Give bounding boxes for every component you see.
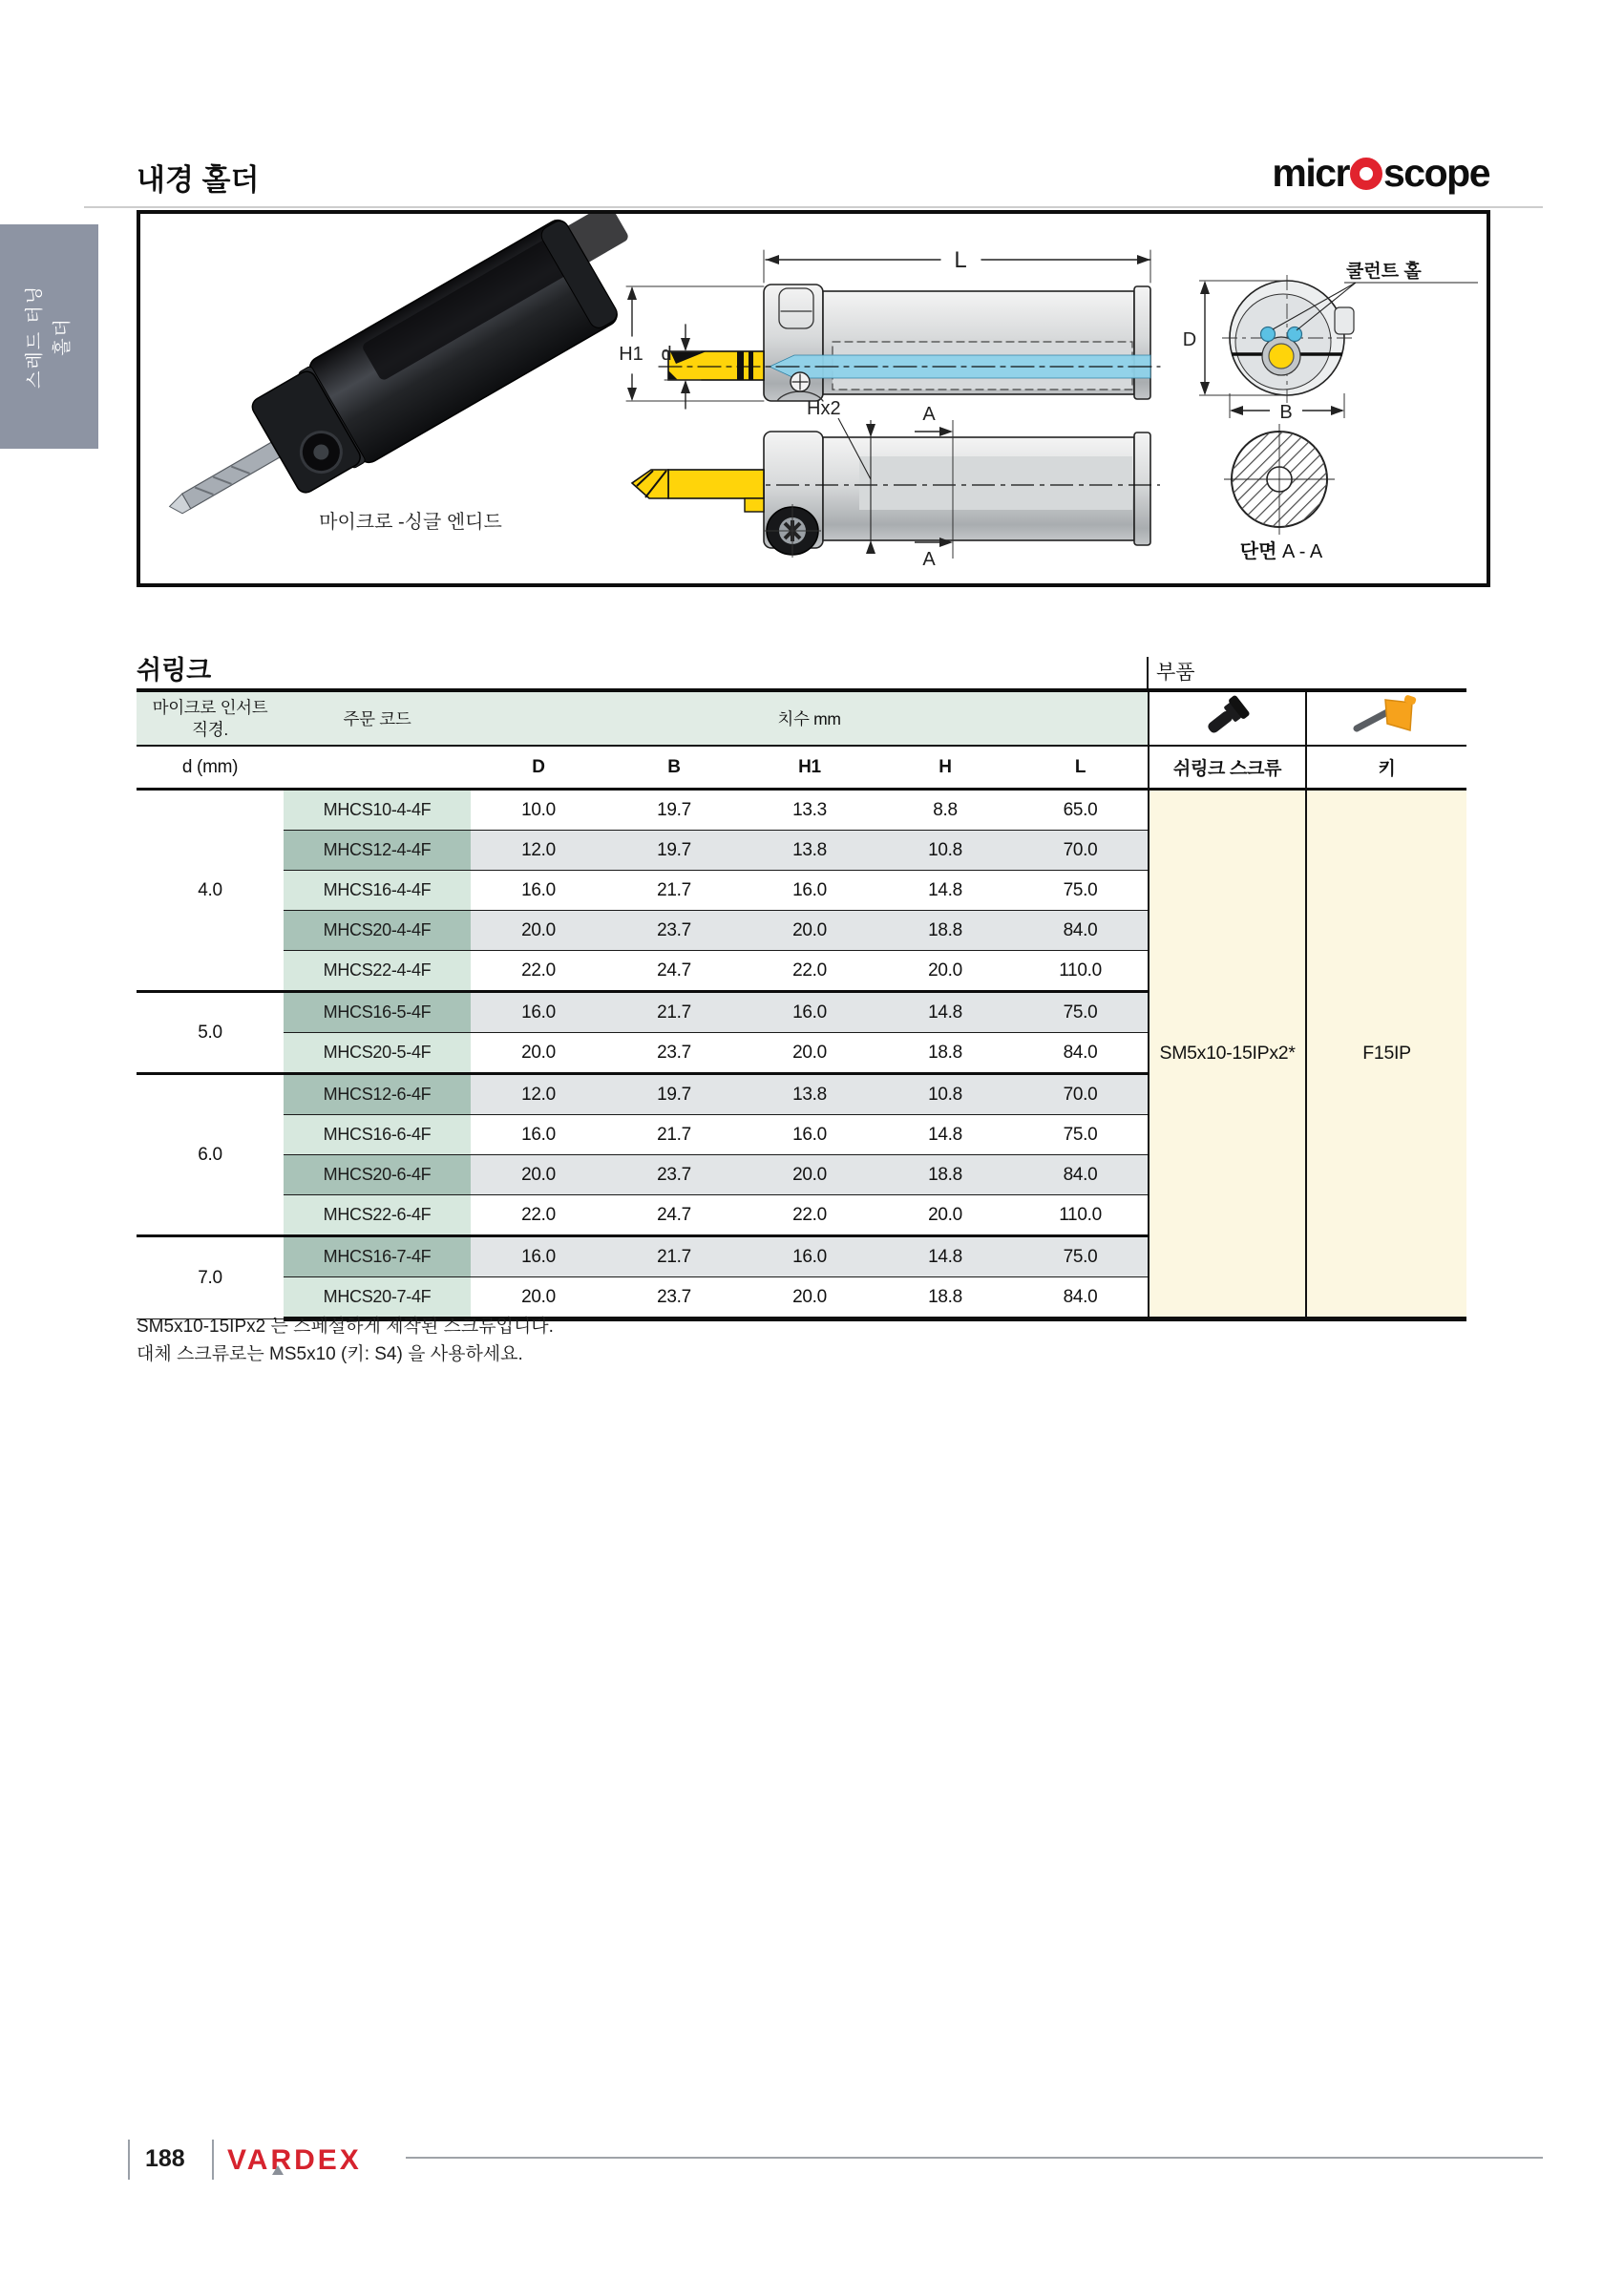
dim-L-cell: 70.0 bbox=[1013, 831, 1149, 871]
dim-label-d: d bbox=[661, 344, 672, 365]
dim-L-cell: 70.0 bbox=[1013, 1074, 1149, 1115]
dim-H1-cell: 16.0 bbox=[742, 871, 877, 911]
vardex-logo-triangle-icon bbox=[272, 2165, 284, 2175]
order-code-cell: MHCS22-6-4F bbox=[284, 1195, 471, 1236]
sidebar-tab-line1: 스레드 터닝 bbox=[25, 284, 46, 390]
dim-D-cell: 20.0 bbox=[471, 1155, 606, 1195]
dim-B-cell: 21.7 bbox=[606, 992, 742, 1033]
dim-B-cell: 23.7 bbox=[606, 911, 742, 951]
header-D: D bbox=[471, 746, 606, 790]
dim-H1-cell: 22.0 bbox=[742, 1195, 877, 1236]
footnote-1: SM5x10-15IPx2 는 스페셜하게 제작된 스크류입니다. bbox=[137, 1317, 554, 1337]
dim-H-cell: 18.8 bbox=[877, 1033, 1013, 1074]
header-dimensions: 치수 mm bbox=[471, 690, 1149, 746]
dim-H-cell: 18.8 bbox=[877, 1155, 1013, 1195]
dim-H1-cell: 16.0 bbox=[742, 1236, 877, 1277]
dim-D-cell: 12.0 bbox=[471, 831, 606, 871]
dim-L-cell: 75.0 bbox=[1013, 1236, 1149, 1277]
order-code-cell: MHCS20-7-4F bbox=[284, 1277, 471, 1319]
dim-H-cell: 14.8 bbox=[877, 992, 1013, 1033]
diagram-svg bbox=[140, 214, 1487, 583]
coolant-hole-right bbox=[1288, 327, 1302, 342]
dim-B-cell: 21.7 bbox=[606, 871, 742, 911]
dim-H-cell: 14.8 bbox=[877, 1236, 1013, 1277]
dim-B-cell: 23.7 bbox=[606, 1033, 742, 1074]
page-title: 내경 홀더 bbox=[137, 163, 260, 197]
dim-H1-cell: 13.8 bbox=[742, 831, 877, 871]
dim-B-cell: 19.7 bbox=[606, 1074, 742, 1115]
order-code-cell: MHCS20-6-4F bbox=[284, 1155, 471, 1195]
table-header-row-1 bbox=[137, 690, 1466, 746]
dim-L-cell: 65.0 bbox=[1013, 790, 1149, 831]
sidebar-tab-thread-turning[interactable] bbox=[0, 224, 98, 449]
end-view bbox=[1183, 260, 1478, 423]
sidebar-tab-line2: 홀더 bbox=[53, 317, 74, 356]
dim-L-cell: 110.0 bbox=[1013, 951, 1149, 992]
side-view-bottom bbox=[632, 398, 1160, 570]
dim-H1-cell: 20.0 bbox=[742, 1277, 877, 1319]
dim-label-D: D bbox=[1182, 329, 1197, 350]
shrink-table-body bbox=[137, 790, 1466, 1319]
dim-H1-cell: 16.0 bbox=[742, 992, 877, 1033]
order-code-cell: MHCS22-4-4F bbox=[284, 951, 471, 992]
order-code-cell: MHCS20-5-4F bbox=[284, 1033, 471, 1074]
header-B: B bbox=[606, 746, 742, 790]
dim-B-cell: 21.7 bbox=[606, 1115, 742, 1155]
section-caption bbox=[1240, 539, 1323, 562]
section-caption-prefix: 단면 bbox=[1239, 541, 1277, 562]
torx-key-icon bbox=[1351, 694, 1424, 738]
logo-o-icon bbox=[1350, 158, 1382, 190]
header-code-spacer bbox=[284, 746, 471, 790]
dim-B-cell: 21.7 bbox=[606, 1236, 742, 1277]
order-code-cell: MHCS16-7-4F bbox=[284, 1236, 471, 1277]
footnote-2: 대체 스크류로는 MS5x10 (키: S4) 을 사용하세요. bbox=[137, 1343, 523, 1364]
table-header-row-2 bbox=[137, 746, 1466, 790]
dim-H-cell: 20.0 bbox=[877, 951, 1013, 992]
header-insert-diameter bbox=[137, 690, 284, 746]
dim-D-cell: 16.0 bbox=[471, 871, 606, 911]
photo-caption: 마이크로 -싱글 엔디드 bbox=[319, 512, 502, 533]
diameter-cell: 6.0 bbox=[137, 1074, 284, 1236]
dim-D-cell: 16.0 bbox=[471, 992, 606, 1033]
table-titles bbox=[137, 657, 1466, 688]
dim-H-cell: 14.8 bbox=[877, 871, 1013, 911]
header-H: H bbox=[877, 746, 1013, 790]
dim-L-cell: 110.0 bbox=[1013, 1195, 1149, 1236]
dim-B-cell: 19.7 bbox=[606, 831, 742, 871]
dim-D-cell: 16.0 bbox=[471, 1236, 606, 1277]
dim-D-cell: 20.0 bbox=[471, 1277, 606, 1319]
dim-D-cell: 22.0 bbox=[471, 1195, 606, 1236]
dim-H1-cell: 22.0 bbox=[742, 951, 877, 992]
screw-icon-cell bbox=[1149, 690, 1306, 746]
dim-D-cell: 20.0 bbox=[471, 911, 606, 951]
dim-L-cell: 84.0 bbox=[1013, 911, 1149, 951]
screw-icon bbox=[1197, 694, 1258, 738]
header-divider bbox=[84, 206, 1543, 208]
sidebar-tab-label bbox=[21, 285, 77, 389]
dim-B-cell: 19.7 bbox=[606, 790, 742, 831]
order-code-cell: MHCS20-4-4F bbox=[284, 911, 471, 951]
diameter-cell: 7.0 bbox=[137, 1236, 284, 1319]
footnotes bbox=[137, 1314, 554, 1368]
section-label-A-top: A bbox=[922, 404, 936, 425]
coolant-hole-label: 쿨런트 홀 bbox=[1346, 262, 1422, 282]
section-label-A-bottom: A bbox=[922, 549, 936, 570]
dim-H-cell: 14.8 bbox=[877, 1115, 1013, 1155]
microscope-logo bbox=[1272, 151, 1489, 196]
dim-D-cell: 20.0 bbox=[471, 1033, 606, 1074]
dim-L-cell: 84.0 bbox=[1013, 1033, 1149, 1074]
order-code-cell: MHCS10-4-4F bbox=[284, 790, 471, 831]
table-title: 쉬링크 bbox=[137, 656, 212, 685]
shrink-table bbox=[137, 688, 1466, 1321]
section-caption-suffix: A - A bbox=[1281, 541, 1323, 562]
shrink-screw-value-cell: SM5x10-15IPx2* bbox=[1149, 790, 1306, 1319]
section-view bbox=[1224, 424, 1335, 562]
order-code-cell: MHCS12-6-4F bbox=[284, 1074, 471, 1115]
header-L: L bbox=[1013, 746, 1149, 790]
dim-L-cell: 75.0 bbox=[1013, 992, 1149, 1033]
dim-L-cell: 84.0 bbox=[1013, 1155, 1149, 1195]
dim-H1-cell: 13.3 bbox=[742, 790, 877, 831]
footer-rule bbox=[406, 2157, 1543, 2159]
product-table-section bbox=[137, 657, 1466, 1321]
dim-H-cell: 20.0 bbox=[877, 1195, 1013, 1236]
order-code-cell: MHCS16-5-4F bbox=[284, 992, 471, 1033]
order-code-cell: MHCS16-6-4F bbox=[284, 1115, 471, 1155]
vardex-logo: VARDEX bbox=[227, 2144, 362, 2176]
holder-photo bbox=[142, 214, 663, 561]
dim-H-cell: 10.8 bbox=[877, 831, 1013, 871]
dim-L-cell: 84.0 bbox=[1013, 1277, 1149, 1319]
dim-label-H1: H1 bbox=[619, 344, 643, 365]
order-code-cell: MHCS16-4-4F bbox=[284, 871, 471, 911]
dim-H-cell: 18.8 bbox=[877, 911, 1013, 951]
dim-B-cell: 24.7 bbox=[606, 1195, 742, 1236]
logo-text-pre: micr bbox=[1272, 151, 1349, 195]
dim-L-cell: 75.0 bbox=[1013, 1115, 1149, 1155]
footer-divider-1 bbox=[128, 2140, 130, 2180]
dim-H-cell: 10.8 bbox=[877, 1074, 1013, 1115]
technical-diagram bbox=[137, 210, 1490, 587]
dim-H1-cell: 20.0 bbox=[742, 911, 877, 951]
dim-label-Hx2: Hx2 bbox=[807, 398, 841, 419]
header-insert-line1: 마이크로 인서트 bbox=[152, 697, 268, 717]
dim-B-cell: 23.7 bbox=[606, 1277, 742, 1319]
dim-H-cell: 8.8 bbox=[877, 790, 1013, 831]
order-code-cell: MHCS12-4-4F bbox=[284, 831, 471, 871]
dim-D-cell: 12.0 bbox=[471, 1074, 606, 1115]
header-order-code: 주문 코드 bbox=[284, 690, 471, 746]
logo-text-post: scope bbox=[1383, 151, 1489, 195]
header-shrink-screw: 쉬링크 스크류 bbox=[1149, 746, 1306, 790]
dim-H1-cell: 13.8 bbox=[742, 1074, 877, 1115]
diameter-cell: 5.0 bbox=[137, 992, 284, 1074]
dim-H-cell: 18.8 bbox=[877, 1277, 1013, 1319]
page-number: 188 bbox=[145, 2145, 185, 2172]
header-key: 키 bbox=[1306, 746, 1466, 790]
dim-B-cell: 23.7 bbox=[606, 1155, 742, 1195]
dim-H1-cell: 20.0 bbox=[742, 1033, 877, 1074]
footer-divider-2 bbox=[212, 2140, 214, 2180]
key-icon-cell bbox=[1306, 690, 1466, 746]
dim-D-cell: 22.0 bbox=[471, 951, 606, 992]
dim-label-L: L bbox=[954, 247, 967, 273]
dim-label-B: B bbox=[1279, 402, 1293, 423]
table-row bbox=[137, 790, 1466, 831]
parts-title: 부품 bbox=[1147, 657, 1466, 688]
dim-B-cell: 24.7 bbox=[606, 951, 742, 992]
dim-L-cell: 75.0 bbox=[1013, 871, 1149, 911]
key-value-cell: F15IP bbox=[1306, 790, 1466, 1319]
header-insert-line2: 직경. bbox=[192, 719, 228, 739]
dim-D-cell: 10.0 bbox=[471, 790, 606, 831]
dim-D-cell: 16.0 bbox=[471, 1115, 606, 1155]
header-H1: H1 bbox=[742, 746, 877, 790]
diameter-cell: 4.0 bbox=[137, 790, 284, 992]
dim-H1-cell: 16.0 bbox=[742, 1115, 877, 1155]
side-view-top bbox=[619, 247, 1160, 409]
header-d-mm: d (mm) bbox=[137, 746, 284, 790]
dim-H1-cell: 20.0 bbox=[742, 1155, 877, 1195]
